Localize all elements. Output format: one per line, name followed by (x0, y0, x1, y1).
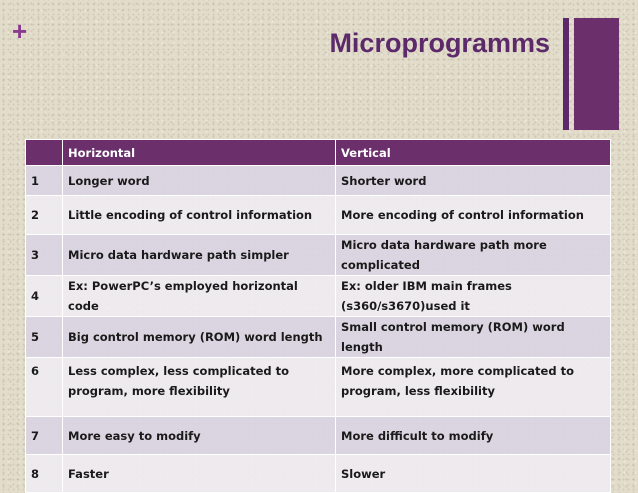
vertical-cell: Ex: older IBM main frames (s360/s3670)used it (336, 276, 611, 317)
table-row (26, 235, 611, 276)
vertical-cell: Slower (336, 455, 611, 493)
slide-title: Microprogramms (329, 28, 550, 58)
horizontal-cell: Less complex, less complicated to program, more flexibility (63, 358, 336, 417)
horizontal-cell: Faster (63, 455, 336, 493)
vertical-cell: More difficult to modify (336, 417, 611, 455)
horizontal-cell: More easy to modify (63, 417, 336, 455)
header-horizontal: Horizontal (63, 140, 336, 166)
table-row (26, 196, 611, 235)
vertical-cell: Shorter word (336, 166, 611, 196)
horizontal-cell: Ex: PowerPC’s employed horizontal code (63, 276, 336, 317)
row-number: 7 (26, 417, 63, 455)
comparison-table (25, 139, 611, 493)
horizontal-cell: Micro data hardware path simpler (63, 235, 336, 276)
horizontal-cell: Longer word (63, 166, 336, 196)
row-number: 4 (26, 276, 63, 317)
horizontal-cell: Big control memory (ROM) word length (63, 317, 336, 358)
table-header-row (26, 140, 611, 166)
vertical-cell: More encoding of control information (336, 196, 611, 235)
table-row (26, 166, 611, 196)
vertical-cell: Micro data hardware path more complicated (336, 235, 611, 276)
vertical-cell: Small control memory (ROM) word length (336, 317, 611, 358)
row-number: 2 (26, 196, 63, 235)
vertical-cell: More complex, more complicated to program, less flexibility (336, 358, 611, 417)
decorative-block (574, 18, 619, 130)
table-row (26, 317, 611, 358)
row-number: 3 (26, 235, 63, 276)
row-number: 1 (26, 166, 63, 196)
table-row (26, 455, 611, 493)
table-row (26, 276, 611, 317)
header-vertical: Vertical (336, 140, 611, 166)
table-row (26, 358, 611, 417)
plus-icon: + (12, 16, 28, 46)
header-index (26, 140, 63, 166)
row-number: 8 (26, 455, 63, 493)
row-number: 5 (26, 317, 63, 358)
horizontal-cell: Little encoding of control information (63, 196, 336, 235)
row-number: 6 (26, 358, 63, 417)
decorative-bar (563, 18, 569, 130)
table-row (26, 417, 611, 455)
